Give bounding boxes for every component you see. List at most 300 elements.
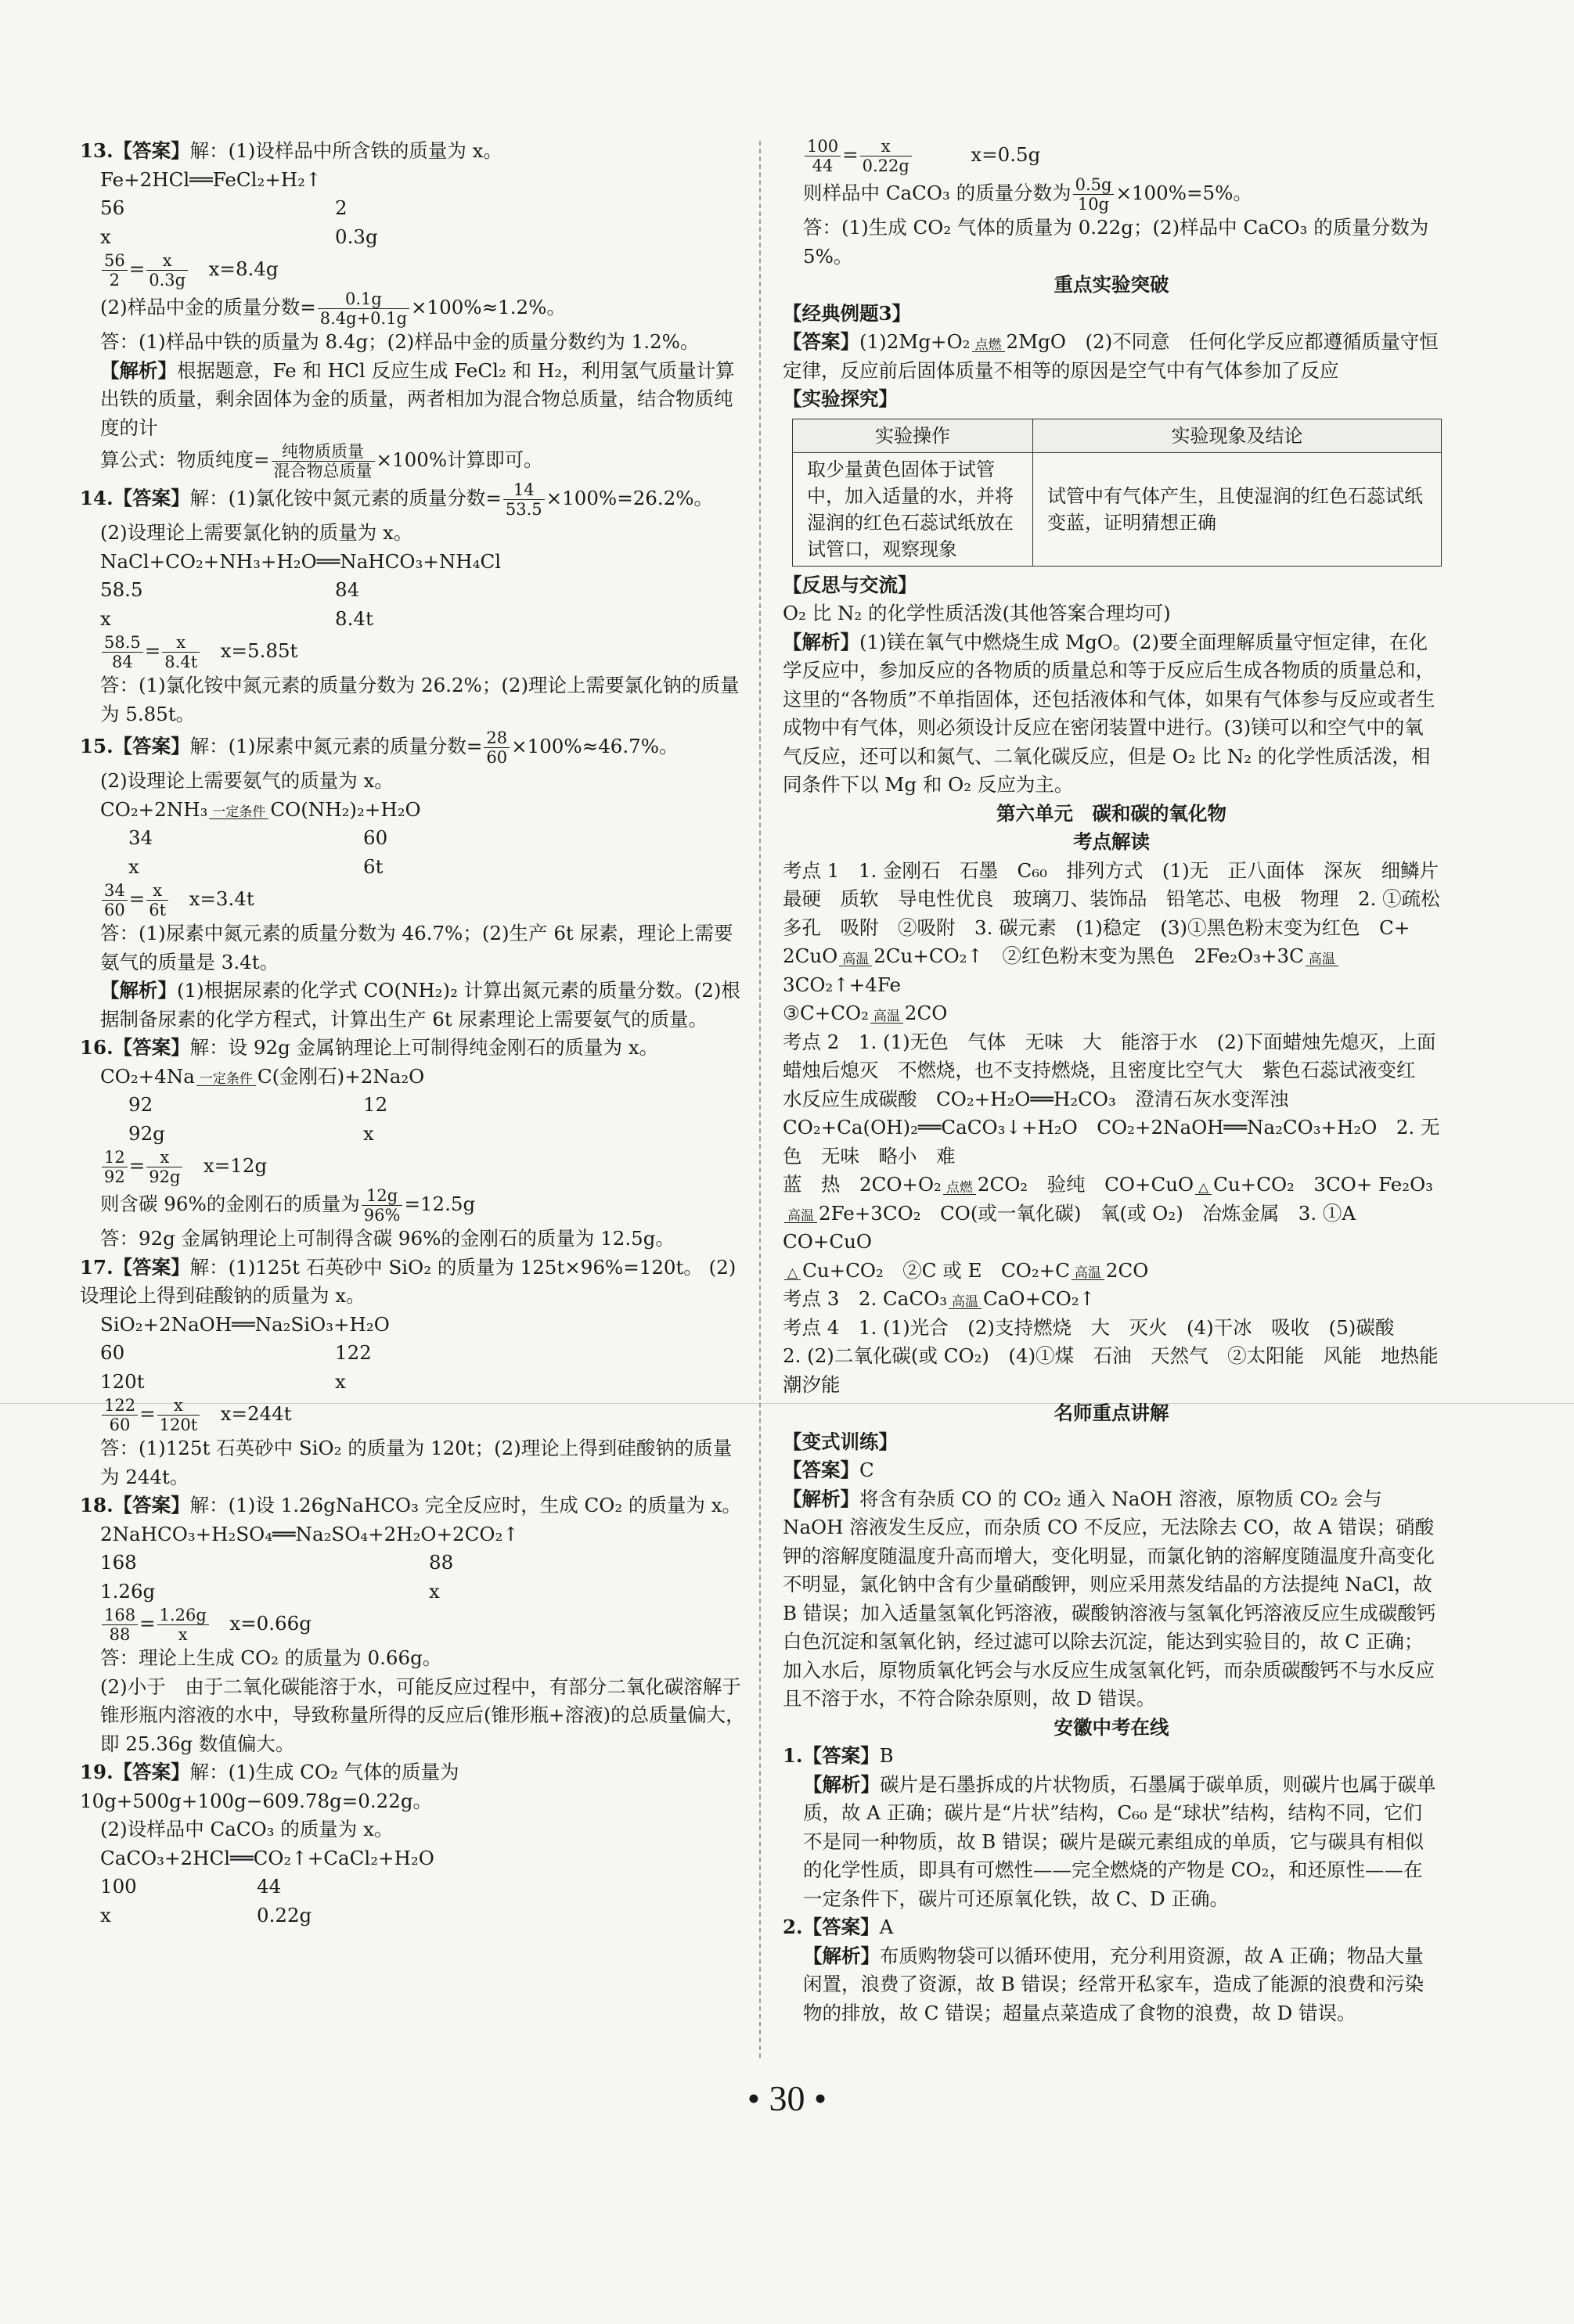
mass-value: x <box>429 1579 440 1603</box>
equals-sign: = <box>139 1612 156 1635</box>
mass-value: 34 <box>128 826 153 849</box>
reaction-condition <box>784 1267 801 1285</box>
table-header-operation: 实验操作 <box>793 419 1033 452</box>
line-text: 第六单元 碳和碳的氧化物 <box>996 801 1226 825</box>
text-line <box>783 1456 1440 1485</box>
text-line <box>783 857 1458 943</box>
text-segment: x=12g <box>184 1154 268 1177</box>
mass-value: x <box>100 606 111 630</box>
answer-tag: 【解析】 <box>783 630 859 653</box>
line-text: 碳片是石墨拆成的片状物质，石墨属于碳单质，则碳片也属于碳单质，故 A 正确；碳片是“片状”结构，C₆₀ 是“球状”结构，结构不同，它们不是同一种物质，故 B 错误；碳片是碳元素组成的单质，它与碳具有相似的化学性质，即具有可燃性——完全燃烧的产物是 CO₂，和还原性——在一定条件下，碳片可还原氧化铁，故 C、D 正确。 <box>803 1772 1436 1910</box>
mass-value: 58.5 <box>100 578 143 601</box>
line-text: 解：(1)设 1.26gNaHCO₃ 完全反应时，生成 CO₂ 的质量为 x。 <box>189 1494 742 1516</box>
reaction-right: 2CO <box>1105 1258 1149 1282</box>
right-column <box>783 137 1458 2027</box>
fraction-numerator: 100 <box>805 137 841 156</box>
text-line <box>80 605 745 634</box>
reaction-right: 2MgO (2)不同意 任何化学反应都遵循质量守恒定律，反应前后固体质量不相等的原因是空气中有气体参加了反应 <box>783 330 1439 382</box>
mass-value: 56 <box>100 196 125 219</box>
fraction-numerator: 34 <box>102 881 128 901</box>
reaction-left: (1)2Mg+O₂ <box>859 330 971 353</box>
text-line <box>783 942 1440 999</box>
fraction-numerator: 122 <box>102 1396 138 1416</box>
fraction-numerator: 纯物质质量 <box>272 442 375 462</box>
text-line <box>80 442 745 480</box>
fraction <box>805 137 841 175</box>
mass-value: 60 <box>100 1341 125 1364</box>
reaction-condition <box>839 953 872 971</box>
reaction-right: 2CO <box>904 1002 948 1024</box>
mass-value: x <box>363 1121 374 1145</box>
line-text: 【变式训练】 <box>783 1430 898 1453</box>
fraction <box>146 1148 182 1186</box>
mass-value: 84 <box>335 578 360 601</box>
answer-tag: 【解析】 <box>100 979 177 1002</box>
fraction-numerator: 58.5 <box>102 633 143 653</box>
fraction <box>102 1606 138 1644</box>
text-segment: x=0.5g <box>913 143 1041 166</box>
fraction <box>484 728 510 767</box>
fraction-denominator: 44 <box>812 156 834 175</box>
text-line <box>80 1758 745 1815</box>
line-text: O₂ 比 N₂ 的化学性质活泼(其他答案合理均可) <box>783 602 1171 624</box>
reaction-condition <box>972 336 1005 357</box>
mass-value: x <box>100 225 111 248</box>
reaction-right: C(金刚石)+2Na₂O <box>257 1064 425 1088</box>
line-text: 将含有杂质 CO 的 CO₂ 通入 NaOH 溶液，原物质 CO₂ 会与 NaOH 溶液发生反应，而杂质 CO 不反应，无法除去 CO，故 A 错误；硝酸钾的溶解度随温度升高而增大，变化明显，而氯化钠的溶解度随温度升高变化不明显，氯化钠中含有少量硝酸钾，则应采用蒸发结晶的方法提纯 NaCl，故 B 错误；加入适量氢氧化钙溶液，碳酸钠溶液与氢氧化钙溶液反应生成碳酸钙白色沉淀和氢氧化钠，经过滤可以除去沉淀，能达到实验目的，故 C 正确；加入水后，原物质氧化钙会与水反应生成氢氧化钙，而杂质碳酸钙不与水反应且不溶于水，不符合除杂原则，故 D 错误。 <box>783 1487 1439 1710</box>
text-line <box>80 796 745 825</box>
mass-value: 0.22g <box>257 1903 312 1926</box>
reaction-left: 蓝 热 2CO+O₂ <box>783 1173 942 1196</box>
reaction-condition-label: 一定条件 <box>209 806 268 819</box>
line-text: 【经典例题3】 <box>783 301 912 325</box>
text-line <box>783 1942 1440 2028</box>
reaction-condition <box>1072 1267 1104 1285</box>
mass-value: x <box>128 854 139 878</box>
text-line <box>80 137 745 166</box>
mass-value: 8.4t <box>335 606 373 630</box>
answer-tag: 【答案】 <box>783 1459 859 1481</box>
fraction-denominator: 96% <box>363 1206 401 1225</box>
fraction <box>146 251 188 290</box>
line-text: 2. (2)二氧化碳(或 CO₂) (4)①煤 石油 天然气 ②太阳能 风能 地热能 潮汐能 <box>783 1344 1458 1396</box>
fraction <box>102 251 128 290</box>
left-column <box>80 137 745 1930</box>
column-divider <box>759 141 761 2058</box>
equals-sign: = <box>128 1154 146 1177</box>
text-line <box>80 977 745 1034</box>
reaction-condition <box>1195 1179 1212 1200</box>
text-line <box>80 728 745 767</box>
text-line <box>80 1120 745 1149</box>
table-cell-result: 试管中有气体产生，且使湿润的红色石蕊试纸变蓝，证明猜想正确 <box>1033 452 1442 566</box>
text-line <box>80 1901 745 1930</box>
text-line <box>80 1520 745 1549</box>
line-text: 解：(1)设样品中所含铁的质量为 x。 <box>189 139 502 162</box>
text-segment: x=3.4t <box>170 887 254 910</box>
answer-tag: 【答案】 <box>113 1761 190 1783</box>
text-segment: 解：(1)氯化铵中氮元素的质量分数= <box>189 487 502 509</box>
line-text: (1)根据尿素的化学式 CO(NH₂)₂ 计算出氮元素的质量分数。(2)根据制备尿素的化学方程式，计算出生产 6t 尿素理论上需要氨气的质量。 <box>100 979 740 1031</box>
reaction-condition <box>943 1179 976 1200</box>
text-line <box>80 1148 745 1186</box>
line-text: (2)小于 由于二氧化碳能溶于水，可能反应过程中，有部分二氧化碳溶解于锥形瓶内溶液的水中，导致称量所得的反应后(锥形瓶+溶液)的总质量偏大，即 25.36g 数值偏大。 <box>100 1675 745 1755</box>
line-text: A <box>879 1916 894 1938</box>
line-text: B <box>879 1744 894 1767</box>
mass-value: 44 <box>257 1875 282 1898</box>
text-line <box>80 166 745 195</box>
table-row <box>793 452 1442 566</box>
right-column-bottom <box>783 571 1458 2028</box>
fraction-denominator: 92 <box>104 1167 125 1186</box>
line-text: 答：(1)样品中铁的质量为 8.4g；(2)样品中金的质量分数约为 1.2%。 <box>100 330 700 353</box>
reaction-right: Cu+CO₂ 3CO+ Fe₂O₃ <box>1213 1173 1433 1196</box>
fraction <box>318 290 409 328</box>
reaction-condition-label: 高温 <box>1072 1267 1104 1280</box>
line-text: NaCl+CO₂+NH₃+H₂O══NaHCO₃+NH₄Cl <box>100 549 502 573</box>
text-line <box>80 519 745 548</box>
mass-value: 122 <box>335 1341 372 1364</box>
fraction-numerator: 1.26g <box>157 1606 209 1625</box>
fraction-numerator: 0.1g <box>318 290 409 309</box>
text-line <box>80 1339 745 1368</box>
text-line <box>80 881 745 919</box>
text-line <box>80 1606 745 1644</box>
mass-value: 1.26g <box>100 1579 156 1603</box>
line-text: 答：(1)生成 CO₂ 气体的质量为 0.22g；(2)样品中 CaCO₃ 的质量分数为 5%。 <box>803 216 1435 268</box>
fraction-numerator: 56 <box>102 251 128 271</box>
line-text: 解：(1)125t 石英砂中 SiO₂ 的质量为 125t×96%=120t。 (2)设理论上得到硅酸钠的质量为 x。 <box>80 1255 737 1307</box>
line-text: 解：(1)生成 CO₂ 气体的质量为 10g+500g+100g−609.78g=0.22g。 <box>80 1761 466 1812</box>
reaction-condition <box>784 1210 817 1228</box>
fraction-denominator: 84 <box>112 653 133 671</box>
text-line <box>783 628 1440 800</box>
section-heading <box>783 800 1440 829</box>
experiment-table <box>792 419 1442 567</box>
line-text: 【反思与交流】 <box>783 573 917 596</box>
reaction-condition <box>1306 953 1338 971</box>
mass-value: 120t <box>100 1369 145 1393</box>
text-line <box>80 1091 745 1120</box>
text-line <box>80 1549 745 1578</box>
text-segment: ×100%计算即可。 <box>376 448 543 471</box>
mass-value: 12 <box>363 1093 388 1116</box>
answer-tag: 【答案】 <box>802 1916 880 1938</box>
text-line <box>80 1815 745 1844</box>
fraction <box>1073 175 1115 214</box>
text-line <box>80 1254 745 1311</box>
line-text: 【实验探究】 <box>783 387 898 410</box>
answer-tag: 【答案】 <box>783 330 859 353</box>
line-text: 2NaHCO₃+H₂SO₄══Na₂SO₄+2H₂O+2CO₂↑ <box>100 1522 519 1545</box>
line-text: (2)设理论上需要氨气的质量为 x。 <box>100 769 394 792</box>
equals-sign: = <box>139 1402 156 1425</box>
fraction <box>102 1148 128 1186</box>
reaction-left: ③C+CO₂ <box>783 1002 869 1024</box>
reaction-condition-label: 高温 <box>949 1296 981 1309</box>
fraction-numerator: x <box>860 137 912 156</box>
fraction <box>102 633 143 671</box>
question-number: 18. <box>80 1494 113 1516</box>
text-segment: ×100%=5%。 <box>1115 182 1252 204</box>
fraction-numerator: 14 <box>503 480 545 500</box>
mass-value: 6t <box>363 854 384 878</box>
text-line <box>80 1673 745 1759</box>
bracket-heading <box>783 1428 1440 1457</box>
question-number: 16. <box>80 1036 113 1059</box>
fraction <box>102 881 128 919</box>
text-segment: 则样品中 CaCO₃ 的质量分数为 <box>803 182 1072 204</box>
text-line <box>80 853 745 882</box>
bracket-heading <box>783 385 1440 414</box>
text-line <box>80 1225 745 1254</box>
text-segment: 算公式：物质纯度= <box>100 448 270 471</box>
reaction-right: Cu+CO₂ ②C 或 E CO₂+C <box>802 1258 1070 1282</box>
fraction-numerator: 28 <box>484 728 510 748</box>
fraction <box>157 1396 200 1434</box>
reaction-left: CO₂+4Na <box>100 1064 195 1088</box>
reaction-left: 考点 3 2. CaCO₃ <box>783 1287 948 1310</box>
fraction-numerator: x <box>157 1396 200 1416</box>
fraction-numerator: 168 <box>102 1606 138 1625</box>
fraction-numerator: 0.5g <box>1073 175 1115 195</box>
text-line <box>783 175 1440 214</box>
text-line <box>80 576 745 605</box>
table-cell-operation: 取少量黄色固体于试管中，加入适量的水，并将湿润的红色石蕊试纸放在试管口，观察现象 <box>793 452 1033 566</box>
fraction <box>503 480 545 519</box>
section-heading <box>783 1399 1440 1428</box>
text-line <box>783 1257 1440 1286</box>
mass-value: 2 <box>335 196 348 219</box>
mass-value: x <box>100 1903 111 1926</box>
reaction-right: 2Cu+CO₂↑ ②红色粉末变为黑色 2Fe₂O₃+3C <box>873 944 1304 967</box>
fraction-denominator: 8.4g+0.1g <box>319 309 408 328</box>
fraction <box>146 881 168 919</box>
text-line <box>80 1844 745 1873</box>
line-text: 答：(1)125t 石英砂中 SiO₂ 的质量为 120t；(2)理论上得到硅酸钠的质量为 244t。 <box>100 1437 733 1488</box>
reaction-condition <box>196 1073 256 1091</box>
line-text: CaCO₃+2HCl══CO₂↑+CaCl₂+H₂O <box>100 1846 434 1869</box>
text-line <box>80 1063 745 1092</box>
reaction-right: 2Fe+3CO₂ CO(或一氧化碳) 氧(或 O₂) 冶炼金属 3. ①A CO+CuO <box>783 1201 1375 1253</box>
text-line <box>80 1186 745 1225</box>
line-text: 根据题意，Fe 和 HCl 反应生成 FeCl₂ 和 H₂，利用氢气质量计算出铁的质量，剩余固体为金的质量，两者相加为混合物总质量，结合物质纯度的计 <box>100 358 735 439</box>
answer-tag: 【解析】 <box>783 1487 859 1510</box>
text-segment: ×100%≈46.7%。 <box>511 735 679 757</box>
mass-value: 60 <box>363 826 388 849</box>
reaction-left: 2CuO <box>783 944 838 967</box>
fraction-denominator: 6t <box>149 901 167 919</box>
section-heading <box>783 828 1440 857</box>
line-text: 布质购物袋可以循环使用，充分利用资源，故 A 正确；物品大量闲置，浪费了资源，故 B 错误；经常开私家车，造成了能源的浪费和污染物的排放，故 C 错误；超量点菜造成了食物的浪费，故 D 错误。 <box>803 1944 1425 2024</box>
text-line <box>80 671 745 728</box>
reaction-condition <box>949 1293 981 1314</box>
question-number: 15. <box>80 735 113 757</box>
fraction-denominator: 8.4t <box>164 653 198 671</box>
text-line <box>80 480 745 519</box>
line-text: 答：92g 金属钠理论上可制得含碳 96%的金刚石的质量为 12.5g。 <box>100 1227 675 1250</box>
text-line <box>783 1285 1440 1314</box>
text-line <box>783 328 1440 385</box>
text-line <box>80 824 745 853</box>
reaction-condition-label: 高温 <box>839 953 872 966</box>
line-text: 考点 4 1. (1)光合 (2)支持燃烧 大 灭火 (4)干冰 吸收 (5)碳酸 <box>783 1315 1395 1339</box>
line-text: 考点 2 1. (1)无色 气体 无味 大 能溶于水 (2)下面蜡烛先熄灭，上面蜡烛后熄灭 不燃烧，也不支持燃烧，且密度比空气大 紫色石蕊试液变红 水反应生成碳酸 CO₂+H₂O══H₂CO₃ 澄清石灰水变浑浊 CO₂+Ca(OH)₂══CaCO₃↓+H₂O CO₂+2NaOH══Na₂CO₃+H₂O 2. 无色 无味 略小 难 <box>783 1030 1440 1167</box>
fraction-denominator: 60 <box>486 748 508 767</box>
reaction-condition-label: 一定条件 <box>196 1073 256 1086</box>
line-text: 解：设 92g 金属钠理论上可制得纯金刚石的质量为 x。 <box>189 1036 659 1059</box>
text-line <box>783 1485 1440 1714</box>
text-segment: x=0.66g <box>210 1612 312 1635</box>
mass-value: 168 <box>100 1551 137 1574</box>
text-line <box>80 767 745 796</box>
text-line <box>783 137 1440 175</box>
text-segment: ×100%=26.2%。 <box>546 487 714 509</box>
question-number: 2. <box>783 1916 803 1938</box>
fraction-denominator: 10g <box>1077 195 1110 214</box>
table-header-result: 实验现象及结论 <box>1033 419 1442 452</box>
text-line <box>783 599 1440 628</box>
reaction-right: 2CO₂ 验纯 CO+CuO <box>977 1173 1194 1196</box>
text-segment: (2)样品中金的质量分数= <box>100 296 316 318</box>
line-text: 安徽中考在线 <box>1054 1715 1169 1739</box>
text-line <box>80 357 745 443</box>
text-line <box>80 328 745 357</box>
fraction-numerator: 12 <box>102 1148 128 1167</box>
fraction <box>157 1606 209 1644</box>
answer-tag: 【答案】 <box>113 1036 190 1059</box>
answer-tag: 【答案】 <box>113 139 190 162</box>
answer-tag: 【解析】 <box>803 1772 880 1796</box>
answer-tag: 【答案】 <box>802 1744 880 1767</box>
line-text: 名师重点讲解 <box>1054 1401 1169 1424</box>
equals-sign: = <box>842 143 859 166</box>
text-line <box>783 1913 1440 1942</box>
text-line <box>80 633 745 671</box>
mass-value: 88 <box>429 1551 454 1574</box>
fraction-numerator: 12g <box>362 1186 403 1206</box>
bracket-heading <box>783 300 1440 329</box>
fraction-numerator: x <box>162 633 200 653</box>
mass-value: 0.3g <box>335 225 378 248</box>
text-line <box>80 290 745 328</box>
text-line <box>80 1396 745 1434</box>
text-line <box>80 1034 745 1063</box>
reaction-condition-label: △ <box>784 1267 801 1280</box>
line-text: 重点实验突破 <box>1054 273 1169 296</box>
fraction <box>362 1186 403 1225</box>
text-segment: =12.5g <box>404 1193 476 1215</box>
section-heading <box>783 271 1440 300</box>
fraction-numerator: x <box>146 251 188 271</box>
text-segment: 解：(1)尿素中氮元素的质量分数= <box>189 735 483 757</box>
text-line <box>80 919 745 977</box>
fraction <box>162 633 200 671</box>
question-number: 17. <box>80 1255 113 1279</box>
reaction-condition-label: 高温 <box>784 1210 817 1223</box>
reaction-left: CO₂+2NH₃ <box>100 797 208 821</box>
text-line <box>80 1644 745 1673</box>
text-line <box>783 1171 1440 1200</box>
line-text: Fe+2HCl══FeCl₂+H₂↑ <box>100 167 322 191</box>
fraction-denominator: 60 <box>104 901 125 919</box>
text-segment: x=8.4g <box>189 257 279 280</box>
reaction-condition <box>209 806 268 824</box>
text-line <box>783 1742 1440 1771</box>
text-line <box>783 1200 1440 1257</box>
text-line <box>80 194 745 223</box>
answer-tag: 【答案】 <box>113 487 190 509</box>
fraction-denominator: 0.22g <box>862 156 909 175</box>
line-text: 答：(1)尿素中氮元素的质量分数为 46.7%；(2)生产 6t 尿素，理论上需要氨气的质量是 3.4t。 <box>100 922 733 973</box>
text-segment: 则含碳 96%的金刚石的质量为 <box>100 1193 360 1215</box>
text-line <box>80 223 745 252</box>
text-line <box>783 1771 1440 1914</box>
line-text: (2)设理论上需要氯化钠的质量为 x。 <box>100 521 413 544</box>
reaction-condition-label: 点燃 <box>943 1182 976 1195</box>
fraction-denominator: 0.3g <box>149 271 186 290</box>
text-line <box>80 1873 745 1901</box>
line-text: (2)设样品中 CaCO₃ 的质量为 x。 <box>100 1818 394 1840</box>
reaction-condition-label: 高温 <box>1306 953 1338 966</box>
answer-tag: 【解析】 <box>100 358 177 382</box>
text-segment: x=244t <box>201 1402 292 1425</box>
answer-tag: 【解析】 <box>803 1944 880 1967</box>
text-line <box>783 1342 1458 1399</box>
equals-sign: = <box>128 887 146 910</box>
text-line <box>783 1028 1440 1171</box>
fraction-denominator: 53.5 <box>505 500 542 519</box>
line-text: SiO₂+2NaOH══Na₂SiO₃+H₂O <box>100 1312 390 1336</box>
question-number: 1. <box>783 1744 803 1767</box>
question-number: 13. <box>80 139 113 162</box>
reaction-condition-label: 高温 <box>870 1010 903 1023</box>
text-line <box>80 1434 745 1491</box>
text-line <box>80 1491 745 1520</box>
section-heading <box>783 1714 1440 1743</box>
line-text: 考点 1 1. 金刚石 石墨 C₆₀ 排列方式 (1)无 正八面体 深灰 细鳞片 最硬 质软 导电性优良 玻璃刀、装饰品 铅笔芯、电极 物理 2. ①疏松多孔 吸附 ②吸附 3. 碳元素 (1)稳定 (3)①黑色粉末变为红色 C+ <box>783 858 1458 939</box>
reaction-right: 3CO₂↑+4Fe <box>783 973 902 996</box>
fraction-denominator: 88 <box>109 1625 131 1644</box>
reaction-condition-label: 点燃 <box>972 339 1005 352</box>
fraction-denominator: 120t <box>159 1416 198 1434</box>
question-number: 14. <box>80 487 113 509</box>
fraction-denominator: 2 <box>109 271 121 290</box>
fraction-numerator: x <box>146 881 168 901</box>
reaction-right: CaO+CO₂↑ <box>983 1287 1096 1310</box>
right-column-top <box>783 137 1440 414</box>
mass-value: 92g <box>128 1121 165 1145</box>
text-segment: x=5.85t <box>201 639 298 662</box>
fraction-denominator: x <box>178 1625 188 1644</box>
line-text: (1)镁在氧气中燃烧生成 MgO。(2)要全面理解质量守恒定律，在化学反应中，参加反应的各物质的质量总和等于反应后生成各物质的质量总和，这里的“各物质”不单指固体，还包括液体和气体，如果有气体参与反应或者生成物中有气体，则必须设计反应在密闭装置中进行。(3)镁可以和空气中的氧气反应，还可以和氮气、二氧化碳反应，但是 O₂ 比 N₂ 的化学性质活泼，相同条件下以 Mg 和 O₂ 反应为主。 <box>783 630 1435 796</box>
answer-tag: 【答案】 <box>113 735 190 757</box>
text-line <box>783 214 1440 271</box>
equals-sign: = <box>128 257 146 280</box>
text-segment: ×100%≈1.2%。 <box>411 296 566 318</box>
text-line <box>783 999 1440 1028</box>
line-text: 答：理论上生成 CO₂ 的质量为 0.66g。 <box>100 1646 442 1669</box>
fraction-denominator: 60 <box>109 1416 131 1434</box>
text-line <box>80 1578 745 1606</box>
fraction-denominator: 混合物总质量 <box>273 462 373 480</box>
line-text: 答：(1)氯化铵中氮元素的质量分数为 26.2%；(2)理论上需要氯化钠的质量为 5.85t。 <box>100 674 740 725</box>
text-line <box>80 1311 745 1340</box>
fraction-numerator: x <box>146 1148 182 1167</box>
fraction <box>102 1396 138 1434</box>
fraction <box>272 442 375 480</box>
text-line <box>80 548 745 577</box>
